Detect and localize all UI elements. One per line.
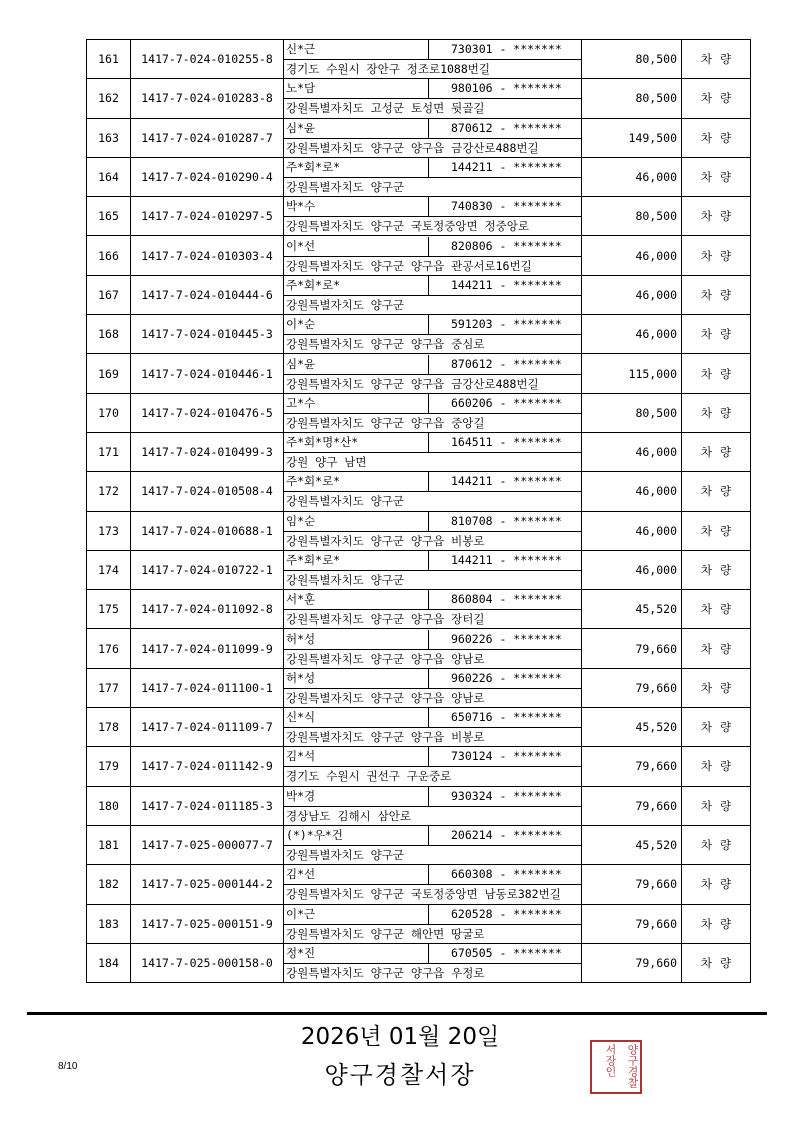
case-code: 1417-7-024-010446-1 xyxy=(131,354,284,393)
birth-date: 740830 - ******* xyxy=(451,199,562,214)
amount: 46,000 xyxy=(582,472,682,511)
table-row xyxy=(87,865,751,904)
owner-name: 고*수 xyxy=(284,394,429,413)
table-row xyxy=(87,511,751,550)
item-type: 차량 xyxy=(682,550,751,589)
owner-info xyxy=(284,590,582,629)
item-type: 차량 xyxy=(682,432,751,471)
table-row xyxy=(87,40,751,79)
owner-address: 강원특별자치도 양구군 양구읍 금강산로488번길 xyxy=(286,376,539,391)
amount: 149,500 xyxy=(582,118,682,157)
seal-character: 서 xyxy=(604,1044,617,1055)
row-number: 169 xyxy=(87,354,131,393)
owner-info xyxy=(284,511,582,550)
amount: 46,000 xyxy=(582,236,682,275)
amount: 79,660 xyxy=(582,629,682,668)
row-number: 180 xyxy=(87,786,131,825)
owner-info xyxy=(284,629,582,668)
birth-date: 164511 - ******* xyxy=(451,435,562,450)
owner-address: 강원특별자치도 양구군 양구읍 중앙길 xyxy=(286,415,485,430)
table-row xyxy=(87,629,751,668)
owner-address: 강원특별자치도 양구군 양구읍 우정로 xyxy=(286,965,485,980)
owner-address: 강원특별자치도 양구군 양구읍 관공서로16번길 xyxy=(286,258,532,273)
records-table xyxy=(86,39,751,983)
item-type: 차량 xyxy=(682,118,751,157)
owner-info xyxy=(284,472,582,511)
item-type: 차량 xyxy=(682,472,751,511)
item-type: 차량 xyxy=(682,354,751,393)
amount: 79,660 xyxy=(582,668,682,707)
case-code: 1417-7-025-000077-7 xyxy=(131,825,284,864)
item-type: 차량 xyxy=(682,393,751,432)
case-code: 1417-7-024-010722-1 xyxy=(131,550,284,589)
owner-name: 김*석 xyxy=(284,747,429,766)
owner-name: 심*윤 xyxy=(284,355,429,374)
owner-info xyxy=(284,865,582,904)
owner-address: 경상남도 김해시 삼안로 xyxy=(286,808,411,823)
case-code: 1417-7-024-010303-4 xyxy=(131,236,284,275)
row-number: 172 xyxy=(87,472,131,511)
case-code: 1417-7-024-011092-8 xyxy=(131,590,284,629)
owner-info xyxy=(284,825,582,864)
amount: 80,500 xyxy=(582,197,682,236)
amount: 79,660 xyxy=(582,786,682,825)
birth-date: 144211 - ******* xyxy=(451,553,562,567)
item-type: 차량 xyxy=(682,708,751,747)
item-type: 차량 xyxy=(682,865,751,904)
owner-name: 주*회*로* xyxy=(284,276,429,295)
owner-name: 박*경 xyxy=(284,787,429,806)
owner-address: 강원특별자치도 양구군 xyxy=(286,297,405,312)
owner-name: 신*근 xyxy=(284,40,429,59)
birth-date: 960226 - ******* xyxy=(451,631,562,646)
birth-date: 930324 - ******* xyxy=(451,788,562,803)
birth-date: 820806 - ******* xyxy=(451,238,562,253)
amount: 46,000 xyxy=(582,157,682,196)
owner-address: 강원특별자치도 양구군 국토정중앙면 정중앙로 xyxy=(286,219,529,234)
item-type: 차량 xyxy=(682,197,751,236)
birth-date: 670505 - ******* xyxy=(451,945,562,960)
table-row xyxy=(87,432,751,471)
amount: 45,520 xyxy=(582,825,682,864)
row-number: 181 xyxy=(87,825,131,864)
owner-name: 임*순 xyxy=(284,512,429,531)
row-number: 168 xyxy=(87,315,131,354)
owner-address: 강원특별자치도 양구군 양구읍 양남로 xyxy=(286,690,485,705)
owner-address: 강원특별자치도 양구군 양구읍 비봉로 xyxy=(286,533,485,548)
item-type: 차량 xyxy=(682,825,751,864)
case-code: 1417-7-024-010255-8 xyxy=(131,40,284,79)
row-number: 170 xyxy=(87,393,131,432)
birth-date: 810708 - ******* xyxy=(451,513,562,528)
amount: 45,520 xyxy=(582,590,682,629)
amount: 79,660 xyxy=(582,904,682,943)
amount: 46,000 xyxy=(582,275,682,314)
owner-address: 강원특별자치도 양구군 국토정중앙면 남동로382번길 xyxy=(286,887,561,902)
owner-name: 이*근 xyxy=(284,905,429,924)
case-code: 1417-7-024-011142-9 xyxy=(131,747,284,786)
seal-character: 찰 xyxy=(626,1077,639,1088)
owner-name: 허*성 xyxy=(284,630,429,649)
birth-date: 960226 - ******* xyxy=(451,670,562,685)
owner-name: 서*훈 xyxy=(284,590,429,609)
owner-name: 노*담 xyxy=(284,79,429,98)
item-type: 차량 xyxy=(682,629,751,668)
case-code: 1417-7-024-010444-6 xyxy=(131,275,284,314)
birth-date: 144211 - ******* xyxy=(451,160,562,175)
birth-date: 144211 - ******* xyxy=(451,474,562,489)
owner-address: 강원특별자치도 양구군 양구읍 금강산로488번길 xyxy=(286,140,539,155)
seal-character: 인 xyxy=(604,1066,617,1077)
owner-info xyxy=(284,747,582,786)
case-code: 1417-7-025-000151-9 xyxy=(131,904,284,943)
amount: 45,520 xyxy=(582,708,682,747)
row-number: 171 xyxy=(87,432,131,471)
item-type: 차량 xyxy=(682,668,751,707)
issue-date: 2026년 01월 20일 xyxy=(300,1024,500,1050)
case-code: 1417-7-024-010297-5 xyxy=(131,197,284,236)
owner-info xyxy=(284,236,582,275)
amount: 80,500 xyxy=(582,393,682,432)
owner-name: 주*회*로* xyxy=(284,158,429,177)
owner-info xyxy=(284,79,582,118)
amount: 46,000 xyxy=(582,432,682,471)
owner-name: 박*수 xyxy=(284,197,429,216)
table-row xyxy=(87,472,751,511)
birth-date: 660308 - ******* xyxy=(451,867,562,882)
row-number: 182 xyxy=(87,865,131,904)
case-code: 1417-7-024-011099-9 xyxy=(131,629,284,668)
item-type: 차량 xyxy=(682,40,751,79)
row-number: 173 xyxy=(87,511,131,550)
owner-name: 심*윤 xyxy=(284,119,429,138)
item-type: 차량 xyxy=(682,786,751,825)
birth-date: 650716 - ******* xyxy=(451,710,562,725)
owner-info xyxy=(284,157,582,196)
seal-character: 경 xyxy=(626,1066,639,1077)
row-number: 167 xyxy=(87,275,131,314)
table-row xyxy=(87,786,751,825)
owner-address: 강원특별자치도 양구군 양구읍 비봉로 xyxy=(286,730,485,745)
table-row xyxy=(87,315,751,354)
table-row xyxy=(87,904,751,943)
amount: 46,000 xyxy=(582,315,682,354)
owner-name: 주*회*명*산* xyxy=(284,433,429,452)
table-row xyxy=(87,747,751,786)
table-row xyxy=(87,825,751,864)
owner-info xyxy=(284,40,582,79)
owner-name: 주*회*로* xyxy=(284,551,429,570)
case-code: 1417-7-024-010688-1 xyxy=(131,511,284,550)
owner-info xyxy=(284,354,582,393)
owner-info xyxy=(284,943,582,982)
seal-character: 양 xyxy=(626,1044,639,1055)
issuing-office: 양구경찰서장 xyxy=(324,1061,476,1089)
owner-address: 강원특별자치도 양구군 xyxy=(286,180,405,195)
birth-date: 620528 - ******* xyxy=(451,906,562,921)
row-number: 174 xyxy=(87,550,131,589)
item-type: 차량 xyxy=(682,157,751,196)
case-code: 1417-7-025-000144-2 xyxy=(131,865,284,904)
owner-name: 이*순 xyxy=(284,315,429,334)
row-number: 176 xyxy=(87,629,131,668)
owner-name: 김*선 xyxy=(284,865,429,884)
table-row xyxy=(87,118,751,157)
table-row xyxy=(87,708,751,747)
item-type: 차량 xyxy=(682,79,751,118)
owner-info xyxy=(284,550,582,589)
birth-date: 144211 - ******* xyxy=(451,277,562,292)
owner-info xyxy=(284,275,582,314)
birth-date: 870612 - ******* xyxy=(451,356,562,371)
amount: 115,000 xyxy=(582,354,682,393)
owner-info xyxy=(284,668,582,707)
owner-address: 강원특별자치도 양구군 xyxy=(286,573,405,587)
owner-name: (*)*우*건 xyxy=(284,826,429,845)
case-code: 1417-7-024-010445-3 xyxy=(131,315,284,354)
row-number: 166 xyxy=(87,236,131,275)
owner-info xyxy=(284,315,582,354)
row-number: 183 xyxy=(87,904,131,943)
official-seal-stamp xyxy=(590,1040,642,1094)
table-row xyxy=(87,157,751,196)
row-number: 179 xyxy=(87,747,131,786)
owner-info xyxy=(284,786,582,825)
item-type: 차량 xyxy=(682,236,751,275)
amount: 79,660 xyxy=(582,865,682,904)
footer-divider xyxy=(27,1012,767,1015)
owner-info xyxy=(284,708,582,747)
birth-date: 980106 - ******* xyxy=(451,81,562,96)
item-type: 차량 xyxy=(682,747,751,786)
amount: 46,000 xyxy=(582,511,682,550)
birth-date: 591203 - ******* xyxy=(451,317,562,332)
owner-address: 강원 양구 남면 xyxy=(286,455,367,470)
amount: 80,500 xyxy=(582,40,682,79)
case-code: 1417-7-024-010508-4 xyxy=(131,472,284,511)
owner-address: 경기도 수원시 권선구 구운중로 xyxy=(286,769,452,784)
row-number: 177 xyxy=(87,668,131,707)
page-number: 8/10 xyxy=(58,1061,78,1072)
case-code: 1417-7-024-010290-4 xyxy=(131,157,284,196)
item-type: 차량 xyxy=(682,275,751,314)
case-code: 1417-7-024-010283-8 xyxy=(131,79,284,118)
amount: 80,500 xyxy=(582,79,682,118)
owner-address: 강원특별자치도 양구군 양구읍 중심로 xyxy=(286,337,485,352)
case-code: 1417-7-024-010499-3 xyxy=(131,432,284,471)
case-code: 1417-7-024-011100-1 xyxy=(131,668,284,707)
owner-name: 이*선 xyxy=(284,237,429,256)
table-row xyxy=(87,550,751,589)
table-row xyxy=(87,943,751,982)
owner-address: 강원특별자치도 양구군 xyxy=(286,494,405,509)
item-type: 차량 xyxy=(682,943,751,982)
table-row xyxy=(87,275,751,314)
item-type: 차량 xyxy=(682,315,751,354)
row-number: 175 xyxy=(87,590,131,629)
table-row xyxy=(87,236,751,275)
birth-date: 206214 - ******* xyxy=(451,828,562,843)
amount: 79,660 xyxy=(582,943,682,982)
table-row xyxy=(87,197,751,236)
case-code: 1417-7-024-010476-5 xyxy=(131,393,284,432)
owner-address: 강원특별자치도 양구군 양구읍 장터길 xyxy=(286,612,485,627)
item-type: 차량 xyxy=(682,590,751,629)
birth-date: 660206 - ******* xyxy=(451,395,562,410)
case-code: 1417-7-024-011109-7 xyxy=(131,708,284,747)
case-code: 1417-7-024-010287-7 xyxy=(131,118,284,157)
row-number: 184 xyxy=(87,943,131,982)
table-row xyxy=(87,354,751,393)
owner-address: 강원특별자치도 양구군 해안면 땅굴로 xyxy=(286,926,485,941)
item-type: 차량 xyxy=(682,904,751,943)
birth-date: 860804 - ******* xyxy=(451,592,562,607)
seal-character: 구 xyxy=(626,1055,639,1066)
table-row xyxy=(87,668,751,707)
birth-date: 730301 - ******* xyxy=(451,42,562,57)
seal-character: 장 xyxy=(604,1055,617,1066)
owner-name: 주*회*로* xyxy=(284,472,429,491)
row-number: 163 xyxy=(87,118,131,157)
table-row xyxy=(87,590,751,629)
owner-info xyxy=(284,393,582,432)
row-number: 162 xyxy=(87,79,131,118)
amount: 79,660 xyxy=(582,747,682,786)
owner-address: 경기도 수원시 장안구 정조로1088번길 xyxy=(286,62,490,77)
table-row xyxy=(87,79,751,118)
owner-address: 강원특별자치도 양구군 양구읍 양남로 xyxy=(286,651,485,666)
case-code: 1417-7-025-000158-0 xyxy=(131,943,284,982)
owner-name: 신*식 xyxy=(284,708,429,727)
owner-address: 강원특별자치도 고성군 토성면 뒷골길 xyxy=(286,101,485,116)
amount: 46,000 xyxy=(582,550,682,589)
row-number: 164 xyxy=(87,157,131,196)
row-number: 161 xyxy=(87,40,131,79)
case-code: 1417-7-024-011185-3 xyxy=(131,786,284,825)
owner-name: 허*성 xyxy=(284,669,429,688)
owner-info xyxy=(284,904,582,943)
row-number: 178 xyxy=(87,708,131,747)
birth-date: 870612 - ******* xyxy=(451,120,562,135)
owner-info xyxy=(284,118,582,157)
owner-info xyxy=(284,432,582,471)
table-row xyxy=(87,393,751,432)
owner-info xyxy=(284,197,582,236)
birth-date: 730124 - ******* xyxy=(451,749,562,764)
item-type: 차량 xyxy=(682,511,751,550)
owner-name: 정*진 xyxy=(284,944,429,963)
row-number: 165 xyxy=(87,197,131,236)
owner-address: 강원특별자치도 양구군 xyxy=(286,848,405,863)
